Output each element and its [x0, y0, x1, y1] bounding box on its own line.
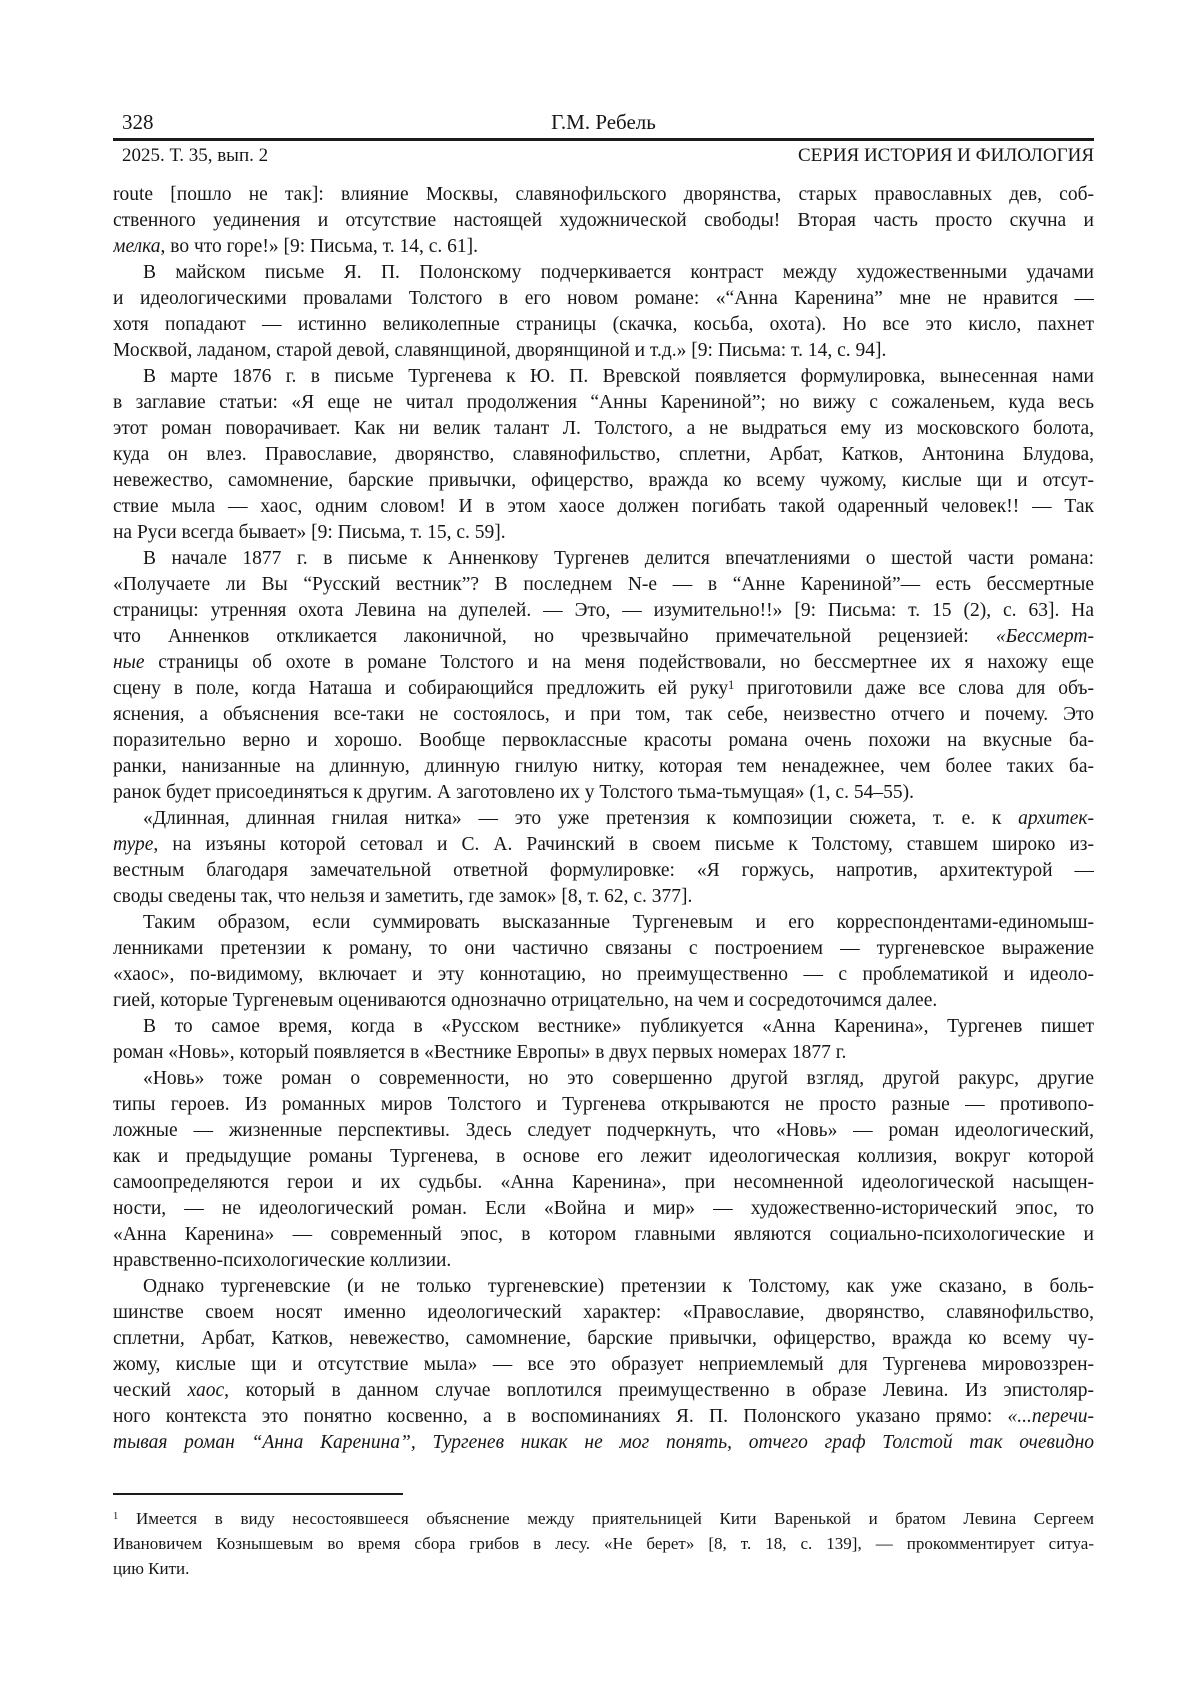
- text-line: на Руси всегда бывает» [9: Письма, т. 15, с. 59].: [113, 522, 506, 543]
- text-line: как и предыдущие романы Тургенева, в основе его лежит идеологическая коллизия, вокруг которой: [113, 1146, 1094, 1167]
- text-line: Однако тургеневские (и не только тургеневские) претензии к Толстому, как уже сказано, в боль-: [143, 1276, 1094, 1297]
- text-line: Москвой, ладаном, старой девой, славянщиной, дворянщиной и т.д.» [9: Письма: т. 14, с. 94].: [113, 340, 887, 361]
- text-line: В то самое время, когда в «Русском вестнике» публикуется «Анна Каренина», Тургенев пишет: [143, 1016, 1094, 1037]
- text-line: в заглавие статьи: «Я еще не читал продолжения “Анны Карениной”; но вижу с сожаленьем, куда весь: [113, 392, 1094, 413]
- text-line: «хаос», по-видимому, включает и эту коннотацию, но преимущественно — с проблематикой и идеоло-: [113, 964, 1094, 985]
- footnote-marker: 1: [113, 1511, 119, 1523]
- text-line: невежество, самомнение, барские привычки, офицерство, вражда ко всему чужому, кислые щи и отсут-: [113, 470, 1094, 491]
- text-line: ного контекста это понятно косвенно, а в воспоминаниях Я. П. Полонского указано прямо: «...перечи-: [113, 1406, 1094, 1427]
- text-line: типы героев. Из романных миров Толстого и Тургенева открываются не просто разные — противопо-: [113, 1094, 1094, 1115]
- text-line: «Длинная, длинная гнилая нитка» — это уже претензия к композиции сюжета, т. е. к архитек-: [143, 808, 1094, 829]
- text-line: В майском письме Я. П. Полонскому подчеркивается контраст между художественными удачами: [143, 262, 1094, 283]
- paragraph: [113, 260, 1094, 364]
- text-line: этот роман поворачивает. Как ни велик талант Л. Толстого, а не выдраться ему из московского болота,: [113, 418, 1094, 439]
- text-line: тывая роман “Анна Каренина”, Тургенев никак не мог понять, отчего граф Толстой так очевидно: [113, 1432, 1094, 1453]
- text-line: цию Кити.: [113, 1559, 190, 1578]
- footnote: [113, 1506, 1094, 1581]
- text-line: ные страницы об охоте в романе Толстого и на меня подействовали, но бессмертнее их я нахожу еще: [113, 652, 1094, 673]
- paragraph: [113, 1274, 1094, 1456]
- text-line: вестным благодаря замечательной ответной формулировке: «Я горжусь, напротив, архитектурой —: [113, 860, 1094, 881]
- text-line: хотя попадают — истинно великолепные страницы (скачка, косьба, охота). Но все это кисло, пахнет: [113, 314, 1094, 335]
- text-line: яснения, а объяснения все-таки не состоялось, и при том, так себе, неизвестно отчего и почему. Это: [113, 704, 1094, 725]
- text-line: что Анненков откликается лаконичной, но чрезвычайно примечательной рецензией: «Бессмерт-: [113, 626, 1094, 647]
- text-line: ности, — не идеологический роман. Если «Война и мир» — художественно-исторический эпос, то: [113, 1198, 1094, 1219]
- text-line: «Получаете ли Вы “Русский вестник”? В последнем N-е — в “Анне Карениной”— есть бессмертные: [113, 574, 1094, 595]
- page-subheader: [113, 145, 1094, 166]
- running-author: Г.М. Ребель: [551, 110, 656, 134]
- page-header: [113, 110, 1094, 135]
- text-line: сцену в поле, когда Наташа и собирающийся предложить ей руку$^1$ приготовили даже все слова для объ-: [113, 677, 1094, 699]
- paragraph: [113, 364, 1094, 546]
- paragraph: [113, 806, 1094, 910]
- text-line: «Анна Каренина» — современный эпос, в котором главными являются социально-психологические и: [113, 1224, 1094, 1245]
- text-line: ранки, нанизанные на длинную, длинную гнилую нитку, которая тем ненадежнее, чем более таких ба-: [113, 756, 1094, 777]
- page-number: 328: [122, 110, 154, 134]
- text-line: ственного уединения и отсутствие настоящей художнической свободы! Вторая часть просто скучна и: [113, 210, 1094, 231]
- text-line: ствие мыла — хаос, одним словом! И в этом хаосе должен погибать такой одаренный человек!! — Так: [113, 496, 1094, 517]
- text-line: своды сведены так, что нельзя и заметить, где замок» [8, т. 62, с. 377].: [113, 886, 693, 907]
- footnote-separator: [113, 1493, 403, 1495]
- text-line: Таким образом, если суммировать высказанные Тургеневым и его корреспондентами-единомыш-: [143, 912, 1094, 933]
- text-line: и идеологическими провалами Толстого в его новом романе: «“Анна Каренина” мне не нравится —: [113, 288, 1094, 309]
- text-line: куда он влез. Православие, дворянство, славянофильство, сплетни, Арбат, Катков, Антонина Блудова,: [113, 444, 1094, 465]
- paragraph: [113, 182, 1094, 260]
- footnote-marker: 1: [728, 677, 735, 692]
- text-line: ческий хаос, который в данном случае воплотился преимущественно в образе Левина. Из эпистоляр-: [113, 1380, 1094, 1401]
- text-line: ранок будет присоединяться к другим. А заготовлено их у Толстого тьма-тьмущая» (1, с. 54–55).: [113, 782, 914, 803]
- paragraph: [113, 1014, 1094, 1066]
- text-line: $^1$ Имеется в виду несостоявшееся объяснение между приятельницей Кити Варенькой и братом Левина Сергеем: [113, 1509, 1094, 1528]
- issue-info: 2025. Т. 35, вып. 2: [122, 145, 269, 166]
- paragraph: [113, 1066, 1094, 1274]
- text-line: страницы: утренняя охота Левина на дупелей. — Это, — изумительно!!» [9: Письма: т. 15 (2), с. 63]. На: [113, 600, 1094, 621]
- paragraph: [113, 546, 1094, 806]
- text-line: поразительно верно и хорошо. Вообще первоклассные красоты романа очень похожи на вкусные ба-: [113, 730, 1094, 751]
- text-line: жому, кислые щи и отсутствие мыла» — все это образует неприемлемый для Тургенева мировоззрен-: [113, 1354, 1094, 1375]
- text-line: туре, на изъяны которой сетовал и С. А. Рачинский в своем письме к Толстому, ставшем широко из-: [113, 834, 1094, 855]
- text-line: нравственно-психологические коллизии.: [113, 1250, 452, 1271]
- text-line: шинстве своем носят именно идеологический характер: «Православие, дворянство, славянофильство,: [113, 1302, 1094, 1323]
- text-line: В начале 1877 г. в письме к Анненкову Тургенев делится впечатлениями о шестой части романа:: [143, 548, 1094, 569]
- text-line: сплетни, Арбат, Катков, невежество, самомнение, барские привычки, офицерство, вражда ко всему чу-: [113, 1328, 1094, 1349]
- text-line: роман «Новь», который появляется в «Вестнике Европы» в двух первых номерах 1877 г.: [113, 1042, 847, 1063]
- paragraph: [113, 910, 1094, 1014]
- text-line: В марте 1876 г. в письме Тургенева к Ю. П. Вревской появляется формулировка, вынесенная нами: [143, 366, 1094, 387]
- text-line: «Новь» тоже роман о современности, но это совершенно другой взгляд, другой ракурс, другие: [143, 1068, 1094, 1089]
- text-line: самоопределяются герои и их судьбы. «Анна Каренина», при несомненной идеологической насыщен-: [113, 1172, 1094, 1193]
- article-body: [113, 182, 1094, 1456]
- paragraph: [113, 1506, 1094, 1581]
- text-line: Ивановичем Кознышевым во время сбора грибов в лесу. «Не берет» [8, т. 18, с. 139], — прокомментирует ситуа-: [113, 1534, 1094, 1553]
- text-line: мелка, во что горе!» [9: Письма, т. 14, с. 61].: [113, 236, 478, 257]
- text-line: ложные — жизненные перспективы. Здесь следует подчеркнуть, что «Новь» — роман идеологический,: [113, 1120, 1094, 1141]
- header-rule: [113, 138, 1094, 141]
- text-line: route [пошло не так]: влияние Москвы, славянофильского дворянства, старых православных дев, соб-: [113, 184, 1094, 205]
- text-line: ленниками претензии к роману, то они частично связаны с построением — тургеневское выражение: [113, 938, 1094, 959]
- text-line: гией, которые Тургеневым оцениваются однозначно отрицательно, на чем и сосредоточимся далее.: [113, 990, 938, 1011]
- series-label: СЕРИЯ ИСТОРИЯ И ФИЛОЛОГИЯ: [797, 145, 1094, 166]
